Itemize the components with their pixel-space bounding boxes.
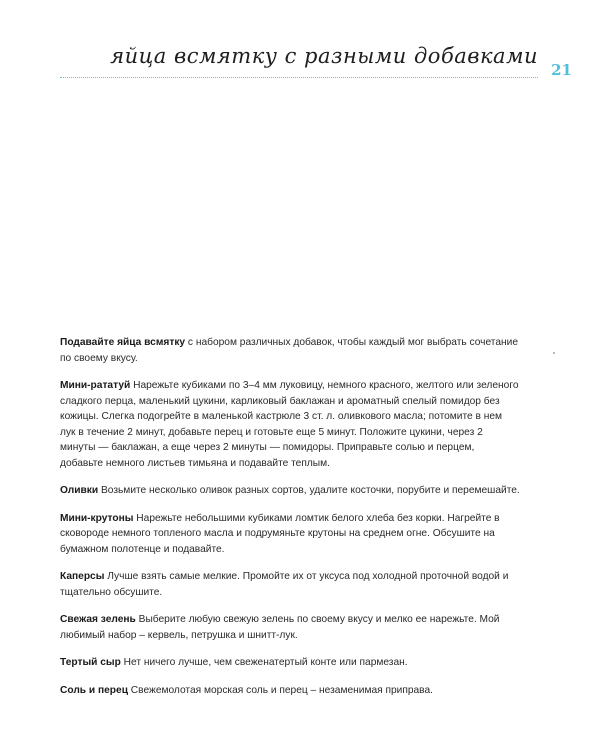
- paragraph-fresh-herbs: [60, 612, 520, 643]
- paragraph-mini-croutons: [60, 511, 520, 558]
- paragraph-text: Нет ничего лучше, чем свеженатертый конте или пармезан.: [120, 657, 408, 668]
- paragraph-term: Тертый сыр: [60, 657, 121, 668]
- paragraph-text: Нарежьте кубиками по 3–4 мм луковицу, немного красного, желтого или зеленого сладкого перца, маленький цукини, карликовый баклажан и ароматный спелый помидор без кожицы. Слегка подогрейте в маленькой кастрюле 3 ст. л. оливкового масла; потомите в нем лук в течение 2 минут, добавьте перец и готовьте еще 5 минут. Положите цукини, через 2 минуты — баклажан, а еще через 2 минуты — помидоры. Приправьте солью и перцем, добавьте немного листьев тимьяна и подавайте теплым.: [60, 380, 519, 469]
- paragraph-text: Свежемолотая морская соль и перец – незаменимая приправа.: [127, 684, 433, 696]
- paragraph-intro: [60, 335, 520, 366]
- paragraph-term: Свежая зелень: [60, 614, 136, 625]
- paragraph-term: Подавайте яйца всмятку: [60, 337, 186, 348]
- paragraph-text: Лучше взять самые мелкие. Промойте их от уксуса под холодной проточной водой и тщательно обсушите.: [60, 571, 509, 598]
- paragraph-text: Возьмите несколько оливок разных сортов, удалите косточки, порубите и перемешайте.: [98, 485, 520, 496]
- recipe-body: [60, 335, 520, 710]
- page-header: [0, 0, 600, 90]
- paragraph-text: Выберите любую свежую зелень по своему вкусу и мелко ее нарежьте. Мой любимый набор – кервель, петрушка и шнитт-лук.: [60, 614, 500, 641]
- paragraph-term: Каперсы: [60, 571, 105, 582]
- paragraph-capers: [60, 569, 520, 600]
- paragraph-text: Нарежьте небольшими кубиками ломтик белого хлеба без корки. Нагрейте в сковороде немного топленого масла и подрумяньте крутоны на среднем огне. Обсушите на бумажном полотенце и подавайте.: [60, 512, 500, 555]
- paragraph-term: Мини-крутоны: [60, 512, 134, 524]
- paragraph-term: Оливки: [60, 485, 99, 496]
- paragraph-mini-ratatouille: [60, 378, 520, 471]
- paragraph-olives: [60, 483, 520, 499]
- header-dotted-rule: [60, 77, 538, 78]
- paragraph-text: с набором различных добавок, чтобы каждый мог выбрать сочетание по своему вкусу.: [60, 337, 518, 364]
- paragraph-grated-cheese: [60, 655, 520, 671]
- margin-mark: [553, 352, 555, 354]
- paragraph-term: Соль и перец: [60, 684, 128, 696]
- chapter-title: яйца всмятку с разными добавками: [110, 44, 538, 68]
- paragraph-salt-pepper: [60, 683, 520, 699]
- page-number: 21: [551, 61, 572, 79]
- paragraph-term: Мини-рататуй: [60, 380, 131, 391]
